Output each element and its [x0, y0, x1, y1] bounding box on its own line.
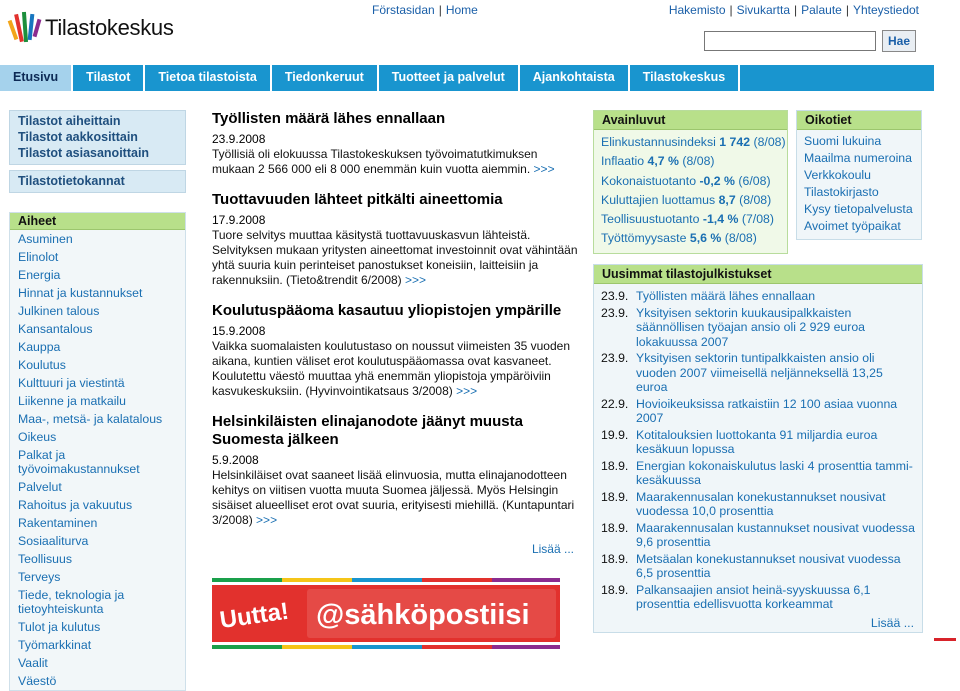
key-figure-period: (8/08) — [682, 154, 715, 169]
news-text: Vaikka suomalaisten koulutustaso on noussut viimeisten 35 vuoden aikana, kuntien väliset erot koulutuspääomassa ovat kasvaneet. Koulutettu väestö muuttaa yhä enemmän yliopistoja ympäröiviin kasvukeskuksiin. (Hyvinvointikatsaus 3/2008) — [212, 339, 570, 398]
news-item — [212, 110, 578, 177]
release-date: 22.9. — [601, 396, 629, 411]
logo-mark-icon — [9, 8, 41, 48]
banner-new-text: Uutta! — [218, 597, 291, 635]
key-figures-heading: Avainluvut — [594, 111, 787, 130]
banner-email-text: @sähköpostiisi — [316, 599, 530, 631]
sidebar-topic-link[interactable]: Sosiaaliturva — [18, 534, 89, 548]
latest-releases-heading: Uusimmat tilastojulkistukset — [594, 265, 922, 284]
release-date: 19.9. — [601, 427, 629, 442]
release-date: 18.9. — [601, 582, 629, 597]
news-body — [212, 147, 578, 177]
key-figure-value: 4,7 % — [647, 154, 679, 169]
release-item — [594, 427, 922, 458]
release-link[interactable]: Kotitalouksien luottokanta 91 miljardia euroa kesäkuun lopussa — [636, 427, 878, 456]
tab-tiedonkeruut[interactable]: Tiedonkeruut — [272, 65, 379, 91]
separator: | — [729, 3, 733, 17]
release-link[interactable]: Energian kokonaiskulutus laski 4 prosenttia tammi-kesäkuussa — [636, 458, 913, 487]
sidebar-topic-link[interactable]: Palvelut — [18, 480, 62, 494]
release-item — [594, 350, 922, 396]
key-figure-period: (6/08) — [738, 173, 771, 188]
sidebar-topic-link[interactable]: Maa-, metsä- ja kalatalous — [18, 412, 163, 426]
news-read-more-link[interactable]: >>> — [533, 162, 555, 176]
key-figure-label: Työttömyysaste — [601, 231, 687, 246]
link-tilastot-asiasanoittain[interactable]: Tilastot asiasanoittain — [18, 146, 150, 160]
news-body — [212, 468, 578, 528]
link-tilastot-aiheittain[interactable]: Tilastot aiheittain — [18, 114, 121, 128]
topics-heading: Aiheet — [10, 213, 185, 230]
statistics-browse-box — [9, 110, 186, 165]
release-date: 18.9. — [601, 489, 629, 504]
latest-releases-list — [594, 284, 922, 613]
sidebar-topic-link[interactable]: Energia — [18, 268, 61, 282]
release-item — [594, 489, 922, 520]
release-date: 23.9. — [601, 305, 629, 320]
release-link[interactable]: Yksityisen sektorin tuntipalkkaisten ansio oli vuoden 2007 viimeisellä neljänneksellä 13,25 euroa — [636, 351, 883, 394]
release-item — [594, 458, 922, 489]
news-item — [212, 413, 578, 528]
release-item — [594, 305, 922, 351]
key-figure-value: 1 742 — [719, 135, 751, 149]
sidebar-topic-link[interactable]: Julkinen talous — [18, 304, 100, 318]
key-figure-value: 8,7 — [718, 192, 736, 207]
news-text: Helsinkiläiset ovat saaneet lisää elinvuosia, mutta elinajanodotteen kehitys on viitisen vuotta muuta Suomea jäljessä. Myös Helsingin sisäiset alueelliset erot ovat suuria, erityisesti miehillä. (Kuntapuntari 3/2008) — [212, 468, 575, 527]
banner-graphic — [212, 578, 560, 649]
sidebar-topic-link[interactable]: Kauppa — [18, 340, 61, 354]
release-item — [594, 396, 922, 427]
news-date: 17.9.2008 — [212, 213, 266, 227]
link-sivukartta[interactable]: Sivukartta — [736, 3, 790, 17]
news-item — [212, 191, 578, 288]
sidebar-topic-link[interactable]: Kulttuuri ja viestintä — [18, 376, 125, 390]
key-figures-box — [593, 110, 788, 254]
sidebar-topic-link[interactable]: Työmarkkinat — [18, 638, 92, 652]
sidebar-topic-link[interactable]: Teollisuus — [18, 552, 72, 566]
sidebar-topic-link[interactable]: Hinnat ja kustannukset — [18, 286, 143, 300]
release-link[interactable]: Maarakennusalan kustannukset nousivat vuodessa 9,6 prosenttia — [636, 520, 915, 549]
sidebar-topic-link[interactable]: Oikeus — [18, 430, 57, 444]
tab-etusivu[interactable]: Etusivu — [0, 65, 73, 91]
key-figure-label: Inflaatio — [601, 154, 645, 169]
news-item — [212, 302, 578, 399]
news-body — [212, 339, 578, 399]
release-date: 18.9. — [601, 520, 629, 535]
sidebar-topic-link[interactable]: Kansantalous — [18, 322, 93, 336]
language-links — [372, 3, 478, 17]
key-figure-row[interactable] — [594, 133, 787, 152]
page-edge-marker — [934, 638, 956, 641]
tab-tietoa-tilastoista[interactable]: Tietoa tilastoista — [145, 65, 271, 91]
news-title[interactable]: Tuottavuuden lähteet pitkälti aineettomia — [212, 191, 503, 208]
sidebar-topic-link[interactable]: Rakentaminen — [18, 516, 98, 530]
link-forstasidan[interactable]: Förstasidan — [372, 3, 435, 17]
shortcut-link[interactable]: Maailma numeroina — [804, 151, 912, 165]
search-form — [704, 30, 916, 52]
utility-links — [669, 3, 919, 17]
release-item — [594, 582, 922, 613]
separator: | — [794, 3, 798, 17]
release-link[interactable]: Hovioikeuksissa ratkaistiin 12 100 asiaa vuonna 2007 — [636, 396, 898, 425]
shortcut-link[interactable]: Avoimet työpaikat — [804, 219, 901, 233]
key-figure-period: (8/08) — [753, 135, 786, 149]
news-date: 5.9.2008 — [212, 453, 259, 467]
news-body — [212, 228, 578, 288]
shortcut-link[interactable]: Tilastokirjasto — [804, 185, 879, 199]
release-link[interactable]: Työllisten määrä lähes ennallaan — [636, 289, 816, 303]
release-link[interactable]: Yksityisen sektorin kuukausipalkkaisten säännöllisen työajan ansio oli 2 929 euroa lokakuussa 2007 — [636, 305, 866, 349]
key-figure-row[interactable] — [594, 172, 787, 191]
sidebar-topic-link[interactable]: Koulutus — [18, 358, 66, 372]
release-item — [594, 288, 922, 305]
shortcuts-box — [796, 110, 922, 240]
release-link[interactable]: Metsäalan konekustannukset nousivat vuodessa 6,5 prosenttia — [636, 551, 901, 580]
topics-list — [10, 230, 185, 690]
logo-text: Tilastokeskus — [45, 15, 174, 40]
news-read-more-link[interactable]: >>> — [256, 513, 278, 527]
main-nav — [0, 65, 934, 91]
news-date: 23.9.2008 — [212, 132, 266, 146]
email-subscribe-banner[interactable] — [212, 578, 560, 649]
sidebar-topic-link[interactable]: Palkat ja työvoimakustannukset — [18, 448, 140, 476]
release-item — [594, 520, 922, 551]
shortcut-link[interactable]: Kysy tietopalvelusta — [804, 202, 913, 216]
news-text: Tuore selvitys muuttaa käsitystä tuottavuuskasvun lähteistä. Selvityksen mukaan yritysten aineettomat investoinnit ovat vähintään yhtä suuria kuin perinteiset panostukset koneisiin, laitteisiin ja rakennuksiin. (Tieto&trendit 6/2008) — [212, 228, 578, 287]
link-tilastot-aakkosittain[interactable]: Tilastot aakkosittain — [18, 130, 138, 144]
tab-tilastokeskus[interactable]: Tilastokeskus — [630, 65, 740, 91]
sidebar-topic-link[interactable]: Terveys — [18, 570, 61, 584]
news-title[interactable]: Työllisten määrä lähes ennallaan — [212, 110, 446, 127]
release-link[interactable]: Palkansaajien ansiot heinä-syyskuussa 6,1 prosenttia edellisvuotta korkeammat — [636, 582, 871, 611]
release-item — [594, 551, 922, 582]
news-date: 15.9.2008 — [212, 324, 266, 338]
release-link[interactable]: Maarakennusalan konekustannukset nousivat vuodessa 10,0 prosenttia — [636, 489, 886, 518]
sidebar-topic-link[interactable]: Tulot ja kulutus — [18, 620, 101, 634]
key-figure-row[interactable] — [594, 191, 787, 210]
site-logo[interactable] — [9, 8, 174, 48]
sidebar-topic-link[interactable]: Asuminen — [18, 232, 73, 246]
shortcuts-list — [797, 130, 921, 239]
sidebar-topic-link[interactable]: Tiede, teknologia ja tietoyhteiskunta — [18, 588, 125, 616]
link-tilastotietokannat[interactable]: Tilastotietokannat — [18, 174, 125, 188]
separator: | — [845, 3, 849, 17]
sidebar — [9, 110, 186, 691]
shortcut-link[interactable]: Verkkokoulu — [804, 168, 871, 182]
sidebar-topic-link[interactable]: Rahoitus ja vakuutus — [18, 498, 133, 512]
key-figure-label: Elinkustannusindeksi — [601, 135, 716, 149]
link-hakemisto[interactable]: Hakemisto — [668, 3, 726, 17]
key-figure-row[interactable] — [594, 152, 787, 171]
tab-tuotteet-ja-palvelut[interactable]: Tuotteet ja palvelut — [379, 65, 520, 91]
latest-more-link[interactable]: Lisää ... — [870, 616, 914, 630]
database-box — [9, 170, 186, 193]
news-title[interactable]: Koulutuspääoma kasautuu yliopistojen ympärille — [212, 302, 562, 319]
news-list — [212, 110, 578, 528]
release-date: 23.9. — [601, 289, 629, 303]
key-figure-label: Kuluttajien luottamus — [601, 192, 716, 207]
key-figure-value: -0,2 % — [699, 173, 735, 188]
link-yhteystiedot[interactable]: Yhteystiedot — [852, 3, 919, 17]
search-input[interactable] — [704, 31, 876, 51]
news-title[interactable]: Helsinkiläisten elinajanodote jäänyt muusta Suomesta jälkeen — [212, 413, 523, 448]
key-figure-period: (8/08) — [739, 192, 772, 207]
search-button[interactable]: Hae — [882, 30, 916, 52]
news-read-more-link[interactable]: >>> — [456, 384, 478, 398]
sidebar-topic-link[interactable]: Vaalit — [18, 656, 48, 670]
key-figure-label: Teollisuustuotanto — [601, 212, 700, 227]
release-date: 18.9. — [601, 458, 629, 473]
release-date: 18.9. — [601, 551, 629, 566]
separator: | — [438, 3, 442, 17]
sidebar-topic-link[interactable]: Elinolot — [18, 250, 59, 264]
key-figure-row[interactable] — [594, 210, 787, 229]
tab-tilastot[interactable]: Tilastot — [73, 65, 145, 91]
key-figure-period: (8/08) — [724, 231, 757, 246]
news-read-more-link[interactable]: >>> — [405, 273, 427, 287]
sidebar-topic-link[interactable]: Väestö — [18, 674, 57, 688]
key-figure-row[interactable] — [594, 229, 787, 248]
link-home[interactable]: Home — [445, 3, 478, 17]
key-figure-label: Kokonaistuotanto — [601, 173, 697, 188]
latest-releases-box — [593, 264, 923, 633]
key-figure-period: (7/08) — [741, 212, 774, 227]
release-date: 23.9. — [601, 351, 629, 365]
news-text: Työllisiä oli elokuussa Tilastokeskuksen työvoimatutkimuksen mukaan 2 566 000 eli 8 000 enemmän kuin vuotta aiemmin. — [212, 147, 538, 176]
sidebar-topic-link[interactable]: Liikenne ja matkailu — [18, 394, 127, 408]
key-figures-list — [594, 130, 787, 253]
key-figure-value: -1,4 % — [702, 212, 739, 227]
link-palaute[interactable]: Palaute — [801, 3, 842, 17]
news-column — [212, 110, 578, 556]
shortcut-link[interactable]: Suomi lukuina — [804, 134, 882, 148]
shortcuts-heading: Oikotiet — [797, 111, 921, 130]
topics-box — [9, 212, 186, 691]
key-figure-value: 5,6 % — [689, 231, 722, 246]
tab-ajankohtaista[interactable]: Ajankohtaista — [520, 65, 630, 91]
news-more-link[interactable]: Lisää ... — [531, 542, 574, 556]
